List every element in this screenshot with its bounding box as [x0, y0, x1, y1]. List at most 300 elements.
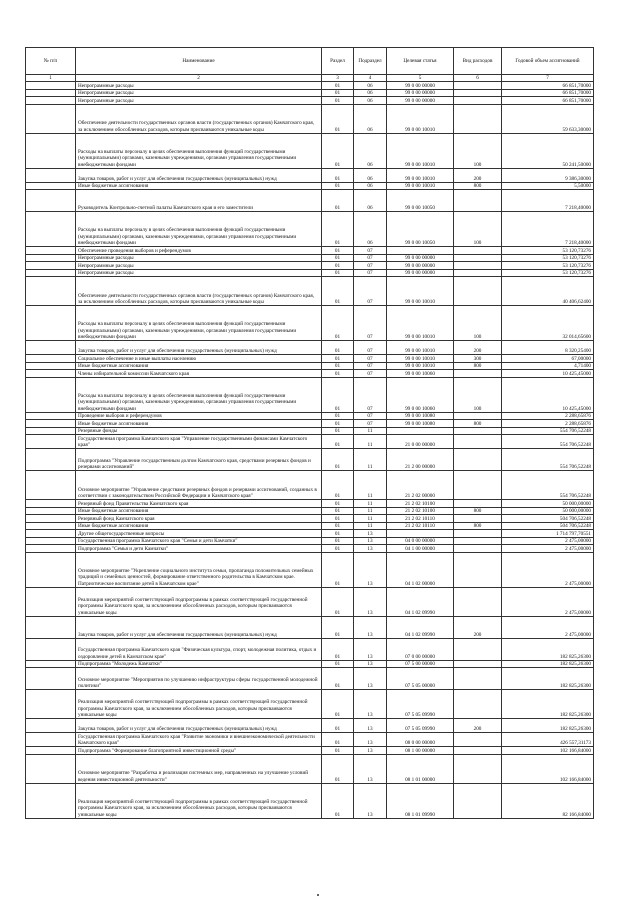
row-podrazdel-cell: 07 [354, 370, 387, 378]
row-amount-cell: 102 166,84000 [502, 747, 594, 755]
row-name-cell: Расходы на выплаты персоналу в целях обеспечения выполнения функций государственными (муниципальными) органами, казенными учреждениями, органами управления государственными внебюджетными фондами [76, 133, 322, 168]
table-row [26, 370, 594, 378]
row-expense-type-cell [454, 427, 502, 435]
row-target-article-cell [387, 427, 454, 435]
row-number-cell [26, 262, 76, 270]
column-number-row [26, 75, 594, 82]
table-row [26, 97, 594, 105]
row-amount-cell: 53 120,73276 [502, 247, 594, 255]
row-name-cell: Подпрограмма "Управление государственным долгом Камчатского края, средствами резервных фондов и резервами ассигнований" [76, 449, 322, 471]
row-number-cell [26, 545, 76, 553]
row-target-article-cell [387, 247, 454, 255]
row-target-article-cell: 08 1 01 09990 [387, 783, 454, 818]
row-amount-cell: 182 825,26300 [502, 690, 594, 719]
row-target-article-cell: 08 0 00 00000 [387, 733, 454, 747]
row-target-article-cell: 99 0 00 10010 [387, 306, 454, 341]
table-row [26, 515, 594, 523]
row-target-article-cell: 08 1 00 00000 [387, 747, 454, 755]
row-target-article-cell: 07 5 05 00000 [387, 668, 454, 690]
row-amount-cell: 182 825,26300 [502, 668, 594, 690]
row-name-cell: Закупка товаров, работ и услуг для обеспечения государственных (муниципальных) нужд [76, 341, 322, 355]
row-name-cell: Руководитель Контрольно-счетной палаты Камчатского края и его заместители [76, 190, 322, 212]
row-number-cell [26, 254, 76, 262]
table-row [26, 587, 594, 616]
row-name-cell: Обеспечение проведения выборов и референдумов [76, 247, 322, 255]
row-number-cell [26, 427, 76, 435]
row-number-cell [26, 133, 76, 168]
row-target-article-cell: 99 0 00 10060 [387, 370, 454, 378]
row-number-cell [26, 522, 76, 530]
row-number-cell [26, 471, 76, 500]
row-podrazdel-cell: 11 [354, 500, 387, 508]
table-row [26, 660, 594, 668]
col-num-6: 6 [454, 75, 502, 82]
row-podrazdel-cell: 11 [354, 435, 387, 449]
row-amount-cell: 2 475,00000 [502, 537, 594, 545]
row-amount-cell: 2 288,65876 [502, 412, 594, 420]
row-podrazdel-cell: 11 [354, 507, 387, 515]
row-name-cell: Основное мероприятие "Разработка и реализация системных мер, направленных на улучшение условий ведения инвестиционной деятельности" [76, 754, 322, 783]
row-amount-cell: 182 825,26300 [502, 638, 594, 660]
col-num-4: 4 [354, 75, 387, 82]
row-expense-type-cell [454, 587, 502, 616]
row-amount-cell: 53 120,73276 [502, 262, 594, 270]
row-name-cell: Реализация мероприятий соответствующей подпрограммы в рамках соответствующей государственной программы Камчатского края, за исключением обособленных расходов, которым присваиваются уникальные коды [76, 587, 322, 616]
row-expense-type-cell [454, 747, 502, 755]
row-name-cell: Государственная программа Камчатского края "Развитие экономики и внешнеэкономической деятельности Камчатского края" [76, 733, 322, 747]
row-expense-type-cell [454, 449, 502, 471]
row-podrazdel-cell: 13 [354, 552, 387, 587]
row-target-article-cell: 99 0 00 10010 [387, 133, 454, 168]
row-amount-cell: 5,50000 [502, 182, 594, 190]
row-podrazdel-cell: 07 [354, 269, 387, 277]
row-podrazdel-cell: 13 [354, 747, 387, 755]
row-name-cell: Непрограммные расходы [76, 254, 322, 262]
row-name-cell: Иные бюджетные ассигнования [76, 507, 322, 515]
row-number-cell [26, 104, 76, 133]
row-number-cell [26, 82, 76, 90]
row-number-cell [26, 89, 76, 97]
table-row [26, 616, 594, 638]
row-name-cell: Непрограммные расходы [76, 269, 322, 277]
row-number-cell [26, 420, 76, 428]
row-amount-cell: 66 851,70000 [502, 82, 594, 90]
row-number-cell [26, 362, 76, 370]
row-expense-type-cell: 800 [454, 507, 502, 515]
row-number-cell [26, 747, 76, 755]
header-annual-amount: Годовой объем ассигнований [502, 48, 594, 75]
row-podrazdel-cell: 06 [354, 89, 387, 97]
row-target-article-cell [387, 530, 454, 538]
row-number-cell [26, 552, 76, 587]
row-number-cell [26, 247, 76, 255]
row-podrazdel-cell: 13 [354, 719, 387, 733]
row-target-article-cell: 99 0 00 00000 [387, 254, 454, 262]
row-razdel-cell: 01 [322, 660, 354, 668]
row-name-cell: Государственная программа Камчатского края "Управление государственными финансами Камчатского края" [76, 435, 322, 449]
row-expense-type-cell [454, 545, 502, 553]
row-name-cell: Подпрограмма "Семья и дети Камчатки" [76, 545, 322, 553]
row-expense-type-cell [454, 277, 502, 306]
row-number-cell [26, 638, 76, 660]
row-amount-cell: 2 475,00000 [502, 587, 594, 616]
row-target-article-cell: 99 0 00 10010 [387, 104, 454, 133]
row-podrazdel-cell: 07 [354, 377, 387, 412]
table-row [26, 212, 594, 247]
row-target-article-cell: 99 0 00 10050 [387, 190, 454, 212]
col-num-3: 3 [322, 75, 354, 82]
header-name: Наименование [76, 48, 322, 75]
row-expense-type-cell [454, 500, 502, 508]
row-podrazdel-cell: 07 [354, 254, 387, 262]
row-amount-cell: 10 425,45000 [502, 370, 594, 378]
row-name-cell: Иные бюджетные ассигнования [76, 182, 322, 190]
row-number-cell [26, 660, 76, 668]
row-expense-type-cell: 200 [454, 616, 502, 638]
table-row [26, 254, 594, 262]
row-target-article-cell: 21 2 02 00000 [387, 471, 454, 500]
table-row [26, 545, 594, 553]
row-name-cell: Иные бюджетные ассигнования [76, 420, 322, 428]
row-target-article-cell: 99 0 00 10060 [387, 377, 454, 412]
table-row [26, 638, 594, 660]
row-name-cell: Закупка товаров, работ и услуг для обеспечения государственных (муниципальных) нужд [76, 719, 322, 733]
row-expense-type-cell [454, 370, 502, 378]
row-amount-cell: 2 475,00000 [502, 552, 594, 587]
row-podrazdel-cell: 07 [354, 306, 387, 341]
row-number-cell [26, 306, 76, 341]
row-podrazdel-cell: 11 [354, 471, 387, 500]
row-razdel-cell: 01 [322, 530, 354, 538]
row-podrazdel-cell: 07 [354, 262, 387, 270]
row-name-cell: Члены избирательной комиссии Камчатского края [76, 370, 322, 378]
row-razdel-cell: 01 [322, 82, 354, 90]
row-expense-type-cell [454, 530, 502, 538]
row-target-article-cell: 99 0 00 10010 [387, 182, 454, 190]
table-row [26, 104, 594, 133]
row-expense-type-cell [454, 412, 502, 420]
row-number-cell [26, 97, 76, 105]
row-expense-type-cell: 800 [454, 362, 502, 370]
row-number-cell [26, 435, 76, 449]
row-podrazdel-cell: 13 [354, 733, 387, 747]
row-amount-cell: 504 706,52248 [502, 515, 594, 523]
row-podrazdel-cell: 06 [354, 104, 387, 133]
row-podrazdel-cell: 11 [354, 515, 387, 523]
row-target-article-cell: 21 0 00 00000 [387, 435, 454, 449]
col-num-2: 2 [76, 75, 322, 82]
row-expense-type-cell: 100 [454, 133, 502, 168]
row-amount-cell: 53 120,73276 [502, 254, 594, 262]
row-expense-type-cell: 100 [454, 306, 502, 341]
table-row [26, 500, 594, 508]
row-razdel-cell: 01 [322, 638, 354, 660]
table-row [26, 362, 594, 370]
row-number-cell [26, 182, 76, 190]
row-name-cell: Основное мероприятие "Укрепление социального института семьи, пропаганда положительных семейных традиций и семейных ценностей, формирование ответственного родительства в Камчатском крае. Патриотическое воспитание детей в Камчатском крае" [76, 552, 322, 587]
row-razdel-cell: 01 [322, 515, 354, 523]
table-row [26, 182, 594, 190]
row-amount-cell: 50 000,00000 [502, 507, 594, 515]
row-razdel-cell: 01 [322, 616, 354, 638]
row-amount-cell: 2 288,65876 [502, 420, 594, 428]
row-podrazdel-cell: 06 [354, 97, 387, 105]
row-podrazdel-cell: 06 [354, 182, 387, 190]
row-target-article-cell: 99 0 00 10010 [387, 277, 454, 306]
header-expense-type: Вид расходов [454, 48, 502, 75]
row-expense-type-cell: 200 [454, 168, 502, 182]
col-num-7: 7 [502, 75, 594, 82]
row-amount-cell: 554 706,52248 [502, 427, 594, 435]
row-expense-type-cell [454, 82, 502, 90]
table-row [26, 377, 594, 412]
row-podrazdel-cell: 06 [354, 190, 387, 212]
row-number-cell [26, 754, 76, 783]
row-name-cell: Расходы на выплаты персоналу в целях обеспечения выполнения функций государственными (муниципальными) органами, казенными учреждениями, органами управления государственными внебюджетными фондами [76, 377, 322, 412]
row-amount-cell: 40 406,62400 [502, 277, 594, 306]
row-name-cell: Государственная программа Камчатского края "Семья и дети Камчатки" [76, 537, 322, 545]
row-amount-cell: 554 706,52248 [502, 449, 594, 471]
row-razdel-cell: 01 [322, 247, 354, 255]
row-target-article-cell: 08 1 01 00000 [387, 754, 454, 783]
row-podrazdel-cell: 11 [354, 427, 387, 435]
row-expense-type-cell [454, 254, 502, 262]
row-number-cell [26, 690, 76, 719]
row-target-article-cell: 99 0 00 00000 [387, 269, 454, 277]
table-row [26, 552, 594, 587]
table-row [26, 247, 594, 255]
row-podrazdel-cell: 13 [354, 587, 387, 616]
row-expense-type-cell: 100 [454, 377, 502, 412]
row-name-cell: Другие общегосударственные вопросы [76, 530, 322, 538]
row-razdel-cell: 01 [322, 182, 354, 190]
row-number-cell [26, 449, 76, 471]
row-expense-type-cell [454, 104, 502, 133]
row-razdel-cell: 01 [322, 420, 354, 428]
row-amount-cell: 102 166,84000 [502, 754, 594, 783]
row-amount-cell: 1 714 797,70551 [502, 530, 594, 538]
row-number-cell [26, 190, 76, 212]
row-number-cell [26, 277, 76, 306]
row-razdel-cell: 01 [322, 362, 354, 370]
row-podrazdel-cell: 13 [354, 660, 387, 668]
table-row [26, 668, 594, 690]
row-expense-type-cell [454, 552, 502, 587]
row-podrazdel-cell: 07 [354, 412, 387, 420]
row-name-cell: Расходы на выплаты персоналу в целях обеспечения выполнения функций государственными (муниципальными) органами, казенными учреждениями, органами управления государственными внебюджетными фондами [76, 306, 322, 341]
row-amount-cell: 9 386,30000 [502, 168, 594, 182]
row-target-article-cell: 21 2 00 00000 [387, 449, 454, 471]
row-expense-type-cell [454, 435, 502, 449]
row-name-cell: Подпрограмма "Формирование благоприятной инвестиционной среды" [76, 747, 322, 755]
table-row [26, 449, 594, 471]
row-razdel-cell: 01 [322, 89, 354, 97]
row-expense-type-cell [454, 262, 502, 270]
row-amount-cell: 4,71400 [502, 362, 594, 370]
row-razdel-cell: 01 [322, 522, 354, 530]
col-num-1: 1 [26, 75, 76, 82]
row-podrazdel-cell: 07 [354, 420, 387, 428]
row-razdel-cell: 01 [322, 668, 354, 690]
row-target-article-cell: 04 1 02 09990 [387, 587, 454, 616]
row-amount-cell: 32 014,65600 [502, 306, 594, 341]
row-target-article-cell: 99 0 00 00000 [387, 97, 454, 105]
row-podrazdel-cell: 11 [354, 449, 387, 471]
row-number-cell [26, 500, 76, 508]
row-razdel-cell: 01 [322, 537, 354, 545]
row-podrazdel-cell: 13 [354, 690, 387, 719]
row-razdel-cell: 01 [322, 449, 354, 471]
row-target-article-cell: 99 0 00 10010 [387, 341, 454, 355]
row-number-cell [26, 530, 76, 538]
row-razdel-cell: 01 [322, 133, 354, 168]
row-name-cell: Иные бюджетные ассигнования [76, 362, 322, 370]
table-row [26, 690, 594, 719]
row-amount-cell: 53 120,73276 [502, 269, 594, 277]
table-row [26, 168, 594, 182]
row-razdel-cell: 01 [322, 754, 354, 783]
row-razdel-cell: 01 [322, 104, 354, 133]
row-number-cell [26, 212, 76, 247]
row-podrazdel-cell: 07 [354, 362, 387, 370]
row-razdel-cell: 01 [322, 254, 354, 262]
row-amount-cell: 426 557,31173 [502, 733, 594, 747]
row-number-cell [26, 537, 76, 545]
row-target-article-cell: 07 0 00 00000 [387, 638, 454, 660]
table-row [26, 471, 594, 500]
row-target-article-cell: 99 0 00 10010 [387, 168, 454, 182]
table-row [26, 754, 594, 783]
row-amount-cell: 2 475,00000 [502, 545, 594, 553]
row-name-cell: Обеспечение деятельности государственных органов власти (государственных органов) Камчатского края, за исключением обособленных расходов, которым присваиваются уникальные коды [76, 104, 322, 133]
row-expense-type-cell: 300 [454, 355, 502, 363]
row-name-cell: Основное мероприятие "Мероприятия по улучшению инфраструктуры сферы государственной молодежной политики" [76, 668, 322, 690]
row-podrazdel-cell: 13 [354, 783, 387, 818]
row-name-cell: Закупка товаров, работ и услуг для обеспечения государственных (муниципальных) нужд [76, 616, 322, 638]
row-number-cell [26, 515, 76, 523]
row-target-article-cell: 07 5 05 09990 [387, 690, 454, 719]
row-target-article-cell: 21 2 02 10100 [387, 507, 454, 515]
row-name-cell: Проведение выборов и референдумов [76, 412, 322, 420]
row-podrazdel-cell: 13 [354, 754, 387, 783]
row-podrazdel-cell: 07 [354, 277, 387, 306]
row-target-article-cell: 21 2 02 10110 [387, 515, 454, 523]
row-expense-type-cell: 100 [454, 212, 502, 247]
row-razdel-cell: 01 [322, 552, 354, 587]
row-expense-type-cell [454, 89, 502, 97]
row-amount-cell: 8 320,25400 [502, 341, 594, 355]
row-target-article-cell: 07 5 00 00000 [387, 660, 454, 668]
table-row [26, 82, 594, 90]
row-target-article-cell: 04 0 00 00000 [387, 537, 454, 545]
table-row [26, 269, 594, 277]
row-number-cell [26, 168, 76, 182]
row-target-article-cell: 99 0 00 10050 [387, 212, 454, 247]
row-name-cell: Расходы на выплаты персоналу в целях обеспечения выполнения функций государственными (муниципальными) органами, казенными учреждениями, органами управления государственными внебюджетными фондами [76, 212, 322, 247]
row-target-article-cell: 99 0 00 10010 [387, 355, 454, 363]
row-target-article-cell: 99 0 00 00000 [387, 89, 454, 97]
row-name-cell: Резервные фонды [76, 427, 322, 435]
row-number-cell [26, 507, 76, 515]
row-name-cell: Закупка товаров, работ и услуг для обеспечения государственных (муниципальных) нужд [76, 168, 322, 182]
row-razdel-cell: 01 [322, 690, 354, 719]
table-row [26, 420, 594, 428]
row-razdel-cell: 01 [322, 545, 354, 553]
row-razdel-cell: 01 [322, 427, 354, 435]
table-row [26, 89, 594, 97]
row-target-article-cell: 99 0 00 00000 [387, 262, 454, 270]
row-target-article-cell: 04 1 02 09990 [387, 616, 454, 638]
header-target-article: Целевая статья [387, 48, 454, 75]
row-name-cell: Иные бюджетные ассигнования [76, 522, 322, 530]
row-podrazdel-cell: 06 [354, 168, 387, 182]
row-number-cell [26, 587, 76, 616]
row-amount-cell: 554 706,52248 [502, 435, 594, 449]
budget-table [25, 47, 594, 819]
row-podrazdel-cell: 13 [354, 668, 387, 690]
row-amount-cell: 50 241,50000 [502, 133, 594, 168]
row-podrazdel-cell: 06 [354, 133, 387, 168]
header-podrazdel: Подраздел [354, 48, 387, 75]
row-expense-type-cell [454, 690, 502, 719]
row-amount-cell: 7 218,40000 [502, 212, 594, 247]
row-number-cell [26, 341, 76, 355]
row-name-cell: Подпрограмма "Молодежь Камчатки" [76, 660, 322, 668]
row-razdel-cell: 01 [322, 471, 354, 500]
row-amount-cell: 50 000,00000 [502, 500, 594, 508]
table-row [26, 427, 594, 435]
row-razdel-cell: 01 [322, 190, 354, 212]
row-podrazdel-cell: 13 [354, 537, 387, 545]
row-expense-type-cell [454, 660, 502, 668]
table-row [26, 133, 594, 168]
row-name-cell: Государственная программа Камчатского края "Физическая культура, спорт, молодежная политика, отдых и оздоровление детей в Камчатском крае" [76, 638, 322, 660]
row-expense-type-cell [454, 733, 502, 747]
row-razdel-cell: 01 [322, 587, 354, 616]
row-number-cell [26, 355, 76, 363]
row-amount-cell: 7 218,40000 [502, 190, 594, 212]
page-mark [317, 894, 319, 896]
row-target-article-cell: 04 1 00 00000 [387, 545, 454, 553]
row-expense-type-cell [454, 190, 502, 212]
row-razdel-cell: 01 [322, 507, 354, 515]
row-expense-type-cell [454, 537, 502, 545]
row-amount-cell: 554 706,52248 [502, 471, 594, 500]
row-expense-type-cell: 200 [454, 719, 502, 733]
row-razdel-cell: 01 [322, 341, 354, 355]
row-name-cell: Обеспечение деятельности государственных органов власти (государственных органов) Камчатского края, за исключением обособленных расходов, которым присваиваются уникальные коды [76, 277, 322, 306]
row-amount-cell: 10 425,45000 [502, 377, 594, 412]
table-row [26, 355, 594, 363]
table-row [26, 537, 594, 545]
row-expense-type-cell: 800 [454, 420, 502, 428]
row-expense-type-cell [454, 754, 502, 783]
row-amount-cell: 59 633,30000 [502, 104, 594, 133]
col-num-5: 5 [387, 75, 454, 82]
row-number-cell [26, 668, 76, 690]
row-razdel-cell: 01 [322, 212, 354, 247]
row-razdel-cell: 01 [322, 733, 354, 747]
table-header-row [26, 48, 594, 75]
table-row [26, 522, 594, 530]
row-amount-cell: 66 851,70000 [502, 97, 594, 105]
table-row [26, 277, 594, 306]
row-amount-cell: 66 851,70000 [502, 89, 594, 97]
row-razdel-cell: 01 [322, 269, 354, 277]
row-razdel-cell: 01 [322, 783, 354, 818]
table-row [26, 341, 594, 355]
row-amount-cell: 2 475,00000 [502, 616, 594, 638]
